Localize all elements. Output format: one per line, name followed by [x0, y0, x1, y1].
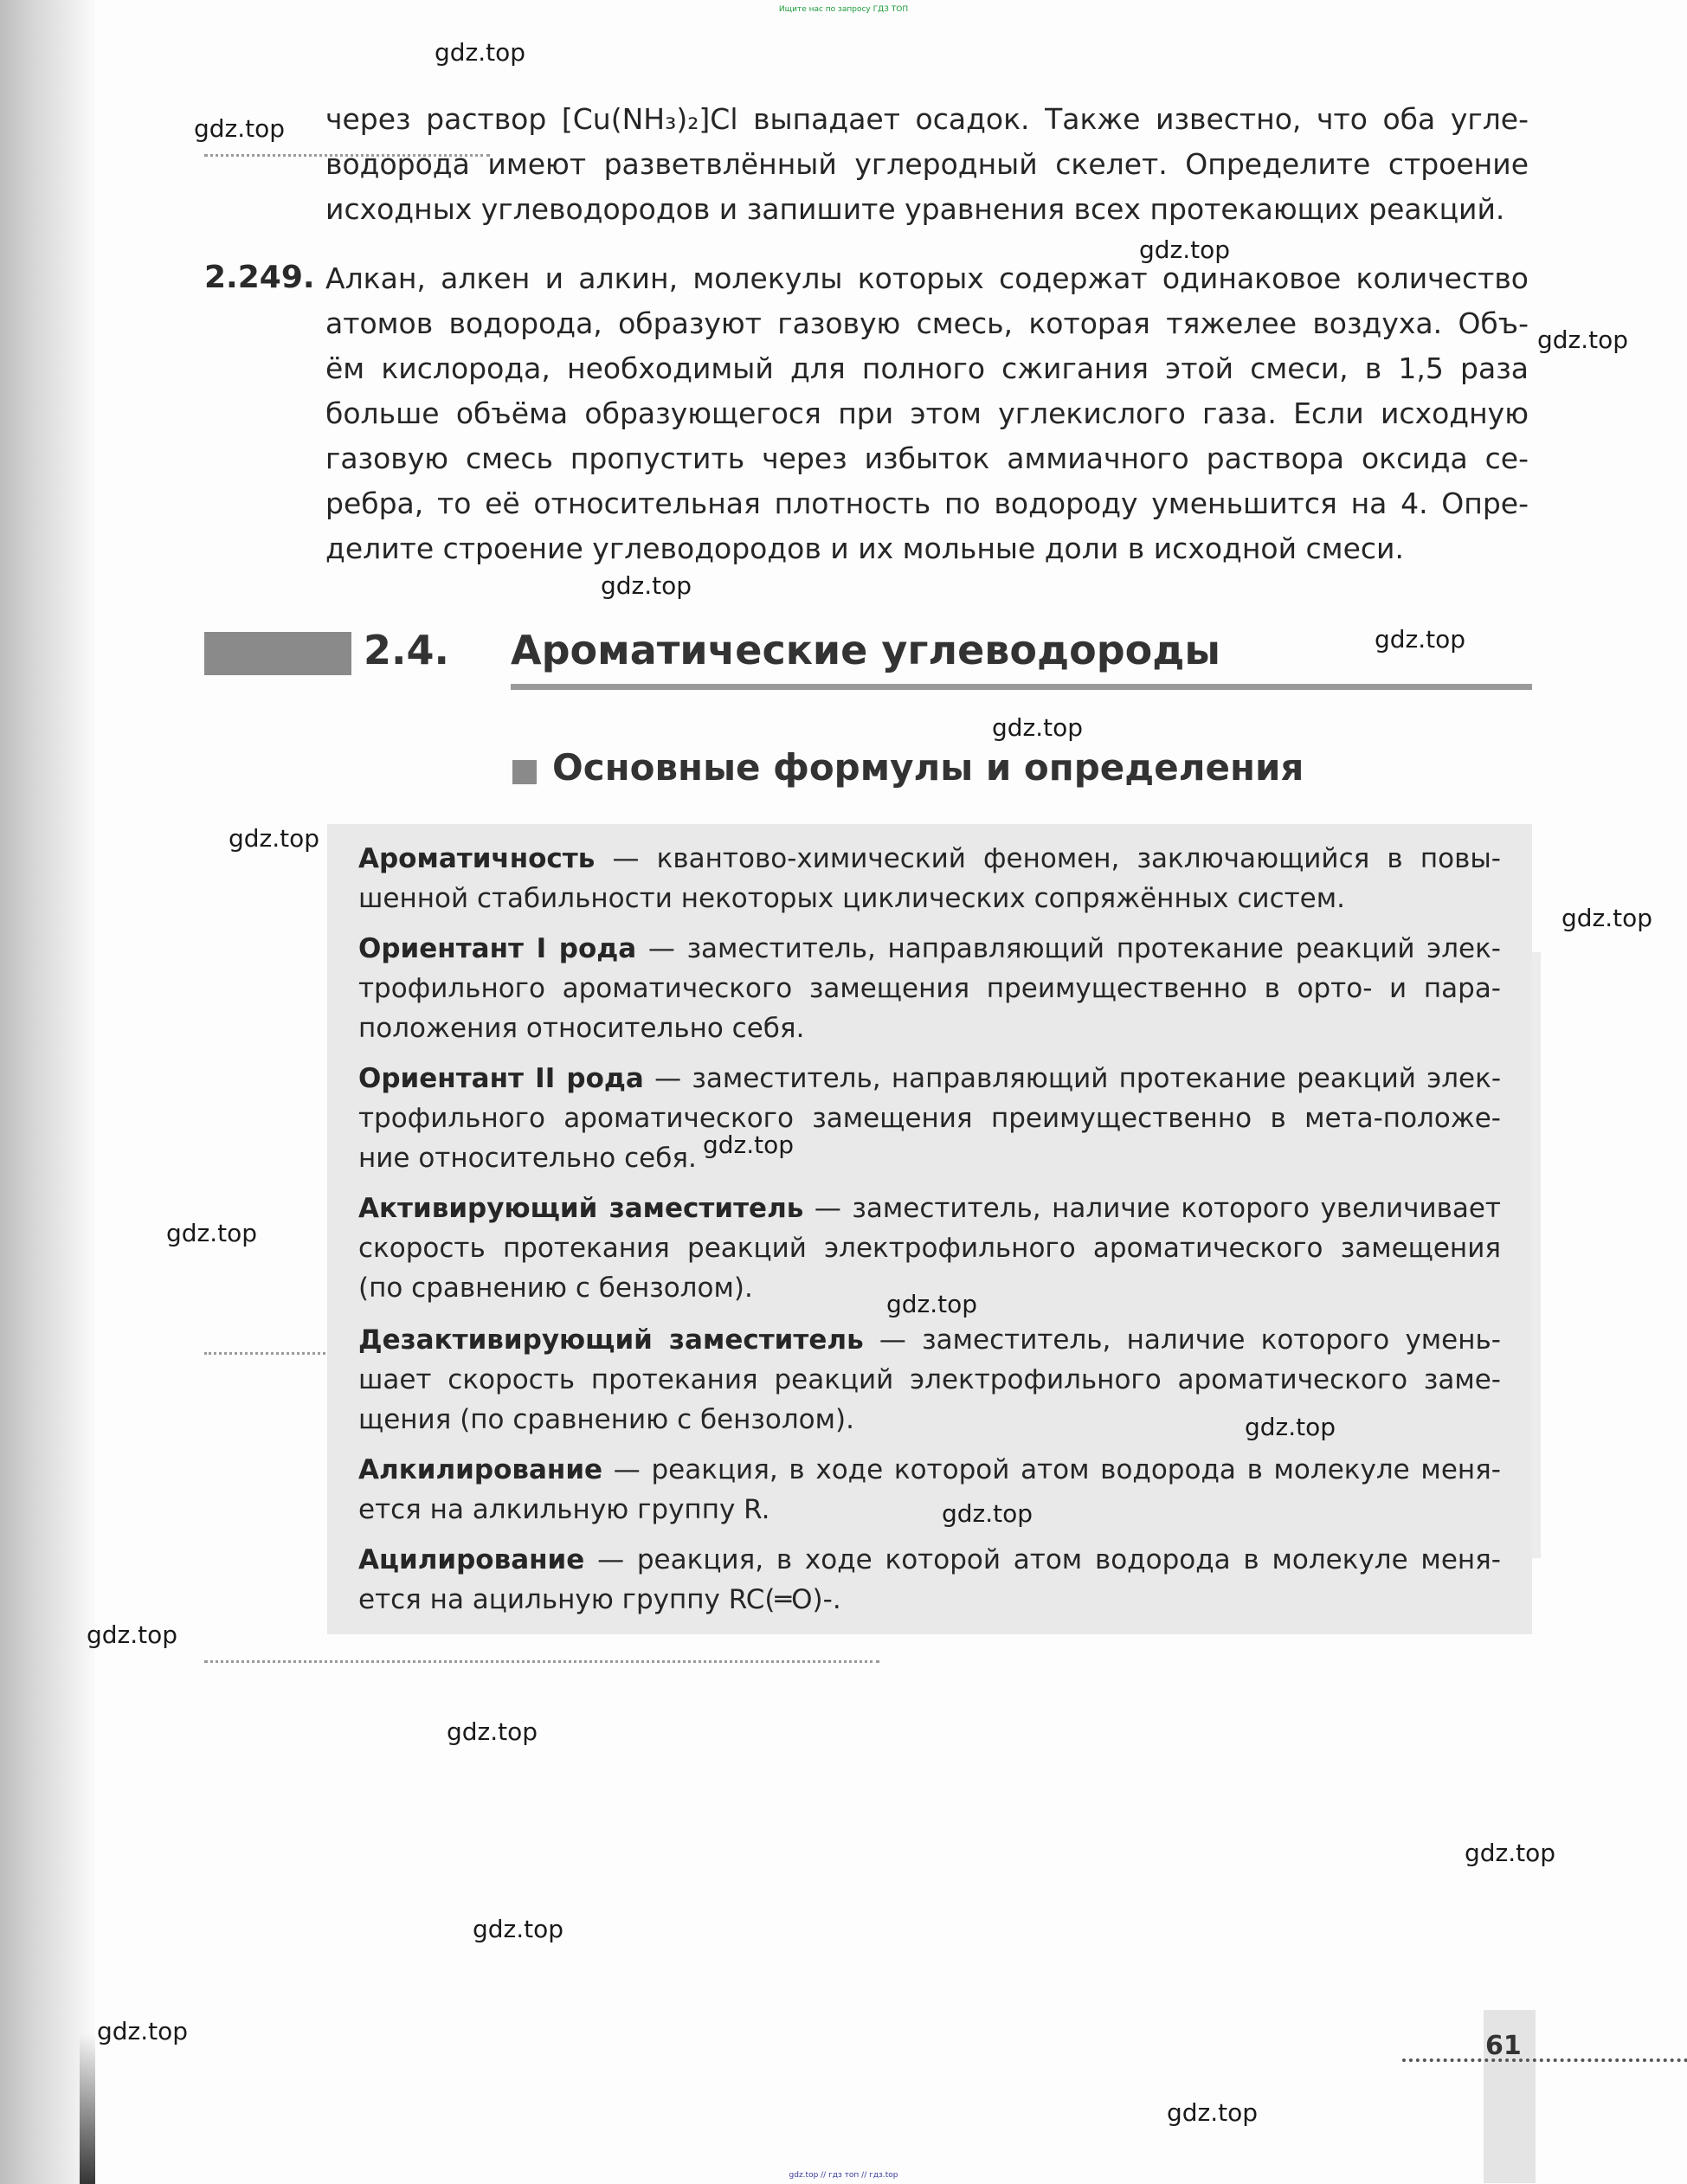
section-title: Ароматические углеводороды [511, 627, 1221, 673]
watermark: gdz.top [97, 2017, 189, 2045]
watermark: gdz.top [1561, 904, 1653, 932]
definition-line [358, 838, 1501, 879]
text-line: через раствор [Cu(NH₃)₂]Cl выпадает осадок. Также известно, что оба угле- [325, 102, 1529, 136]
text-line: делите строение углеводородов и их мольные доли в исходной смеси. [325, 532, 1404, 565]
definition-line [358, 1539, 1501, 1581]
problem-number: 2.249. [204, 260, 315, 295]
text-line: ём кислорода, необходимый для полного сжигания этой смеси, в 1,5 раза [325, 351, 1529, 385]
definition-text: — заместитель, наличие которого увеличивает [803, 1193, 1501, 1224]
definition-line: ется на алкильную группу R. [358, 1494, 770, 1525]
watermark: gdz.top [87, 1620, 178, 1649]
definition-line: щения (по сравнению с бензолом). [358, 1404, 854, 1435]
definition-term: Ориентант I рода [358, 933, 637, 964]
subsection-marker-square [512, 760, 537, 784]
definition-line: трофильного ароматического замещения преимущественно в мета-положе- [358, 1103, 1501, 1134]
book-spine-shadow [0, 0, 95, 2184]
page-number: 61 [1485, 2031, 1522, 2061]
definition-term: Ориентант II рода [358, 1063, 644, 1094]
spine-edge [80, 2034, 97, 2184]
definition-text: — реакция, в ходе которой атом водорода в молекуле меня- [602, 1454, 1501, 1485]
subsection-title: Основные формулы и определения [552, 746, 1304, 789]
definition-line: положения относительно себя. [358, 1013, 805, 1044]
watermark: gdz.top [703, 1131, 795, 1159]
definition-line: скорость протекания реакций электрофильного ароматического замещения [358, 1233, 1501, 1264]
watermark: gdz.top [992, 713, 1084, 742]
definition-text: — реакция, в ходе которой атом водорода в молекуле меня- [584, 1544, 1501, 1575]
watermark: gdz.top [473, 1915, 564, 1943]
watermark: gdz.top [1537, 325, 1629, 354]
watermark: gdz.top [194, 114, 286, 143]
definition-line: шает скорость протекания реакций электрофильного ароматического заме- [358, 1364, 1501, 1395]
definition-line: (по сравнению с бензолом). [358, 1272, 753, 1304]
watermark: gdz.top [942, 1499, 1033, 1528]
definition-line: шенной стабильности некоторых циклических сопряжённых систем. [358, 883, 1345, 914]
definition-term: Ароматичность [358, 843, 596, 874]
bottom-banner[interactable]: gdz.top // гдз топ // гдз.top [789, 2171, 898, 2180]
watermark: gdz.top [1375, 625, 1466, 654]
definition-line [358, 1319, 1501, 1361]
definition-text: — заместитель, направляющий протекание реакций элек- [636, 933, 1501, 964]
watermark: gdz.top [435, 38, 526, 67]
section-number: 2.4. [364, 627, 449, 673]
watermark: gdz.top [1139, 235, 1231, 264]
show-through-rule [204, 1660, 879, 1663]
definition-term: Активирующий заместитель [358, 1193, 804, 1224]
text-line: атомов водорода, образуют газовую смесь, которая тяжелее воздуха. Объ- [325, 306, 1529, 340]
watermark: gdz.top [447, 1717, 538, 1746]
definition-line [358, 928, 1501, 970]
watermark: gdz.top [1245, 1413, 1336, 1441]
definition-term: Ацилирование [358, 1544, 585, 1575]
watermark: gdz.top [166, 1219, 258, 1247]
show-through-shade [1532, 952, 1541, 1558]
text-line: больше объёма образующегося при этом углекислого газа. Если исходную [325, 396, 1529, 430]
watermark: gdz.top [1167, 2098, 1259, 2127]
section-underline [511, 684, 1532, 690]
text-line: ребра, то её относительная плотность по водороду уменьшится на 4. Опре- [325, 486, 1529, 520]
definition-text: — квантово-химический феномен, заключающийся в повы- [595, 843, 1501, 874]
definition-text: — заместитель, наличие которого умень- [863, 1324, 1501, 1356]
page-number-dotted-rule [1402, 2058, 1687, 2062]
definition-line [358, 1058, 1501, 1099]
watermark: gdz.top [886, 1290, 978, 1318]
top-banner[interactable]: Ищите нас по запросу ГДЗ ТОП [778, 5, 909, 14]
text-line: Алкан, алкен и алкин, молекулы которых содержат одинаковое количество [325, 261, 1529, 295]
definition-line [358, 1188, 1501, 1229]
watermark: gdz.top [601, 571, 692, 600]
text-line: газовую смесь пропустить через избыток аммиачного раствора оксида се- [325, 441, 1529, 475]
text-line: водорода имеют разветвлённый углеродный скелет. Определите строение [325, 147, 1529, 181]
definition-term: Дезактивирующий заместитель [358, 1324, 864, 1356]
definition-term: Алкилирование [358, 1454, 603, 1485]
watermark: gdz.top [1465, 1839, 1556, 1867]
text-line: исходных углеводородов и запишите уравнения всех протекающих реакций. [325, 192, 1505, 226]
definition-line: трофильного ароматического замещения преимущественно в орто- и пара- [358, 973, 1501, 1004]
definition-line: ется на ацильную группу RC(═O)-. [358, 1584, 841, 1615]
watermark: gdz.top [229, 824, 320, 853]
definition-line: ние относительно себя. [358, 1143, 697, 1174]
definition-line [358, 1449, 1501, 1491]
definition-text: — заместитель, направляющий протекание реакций элек- [643, 1063, 1502, 1094]
section-marker-bar [204, 632, 351, 675]
